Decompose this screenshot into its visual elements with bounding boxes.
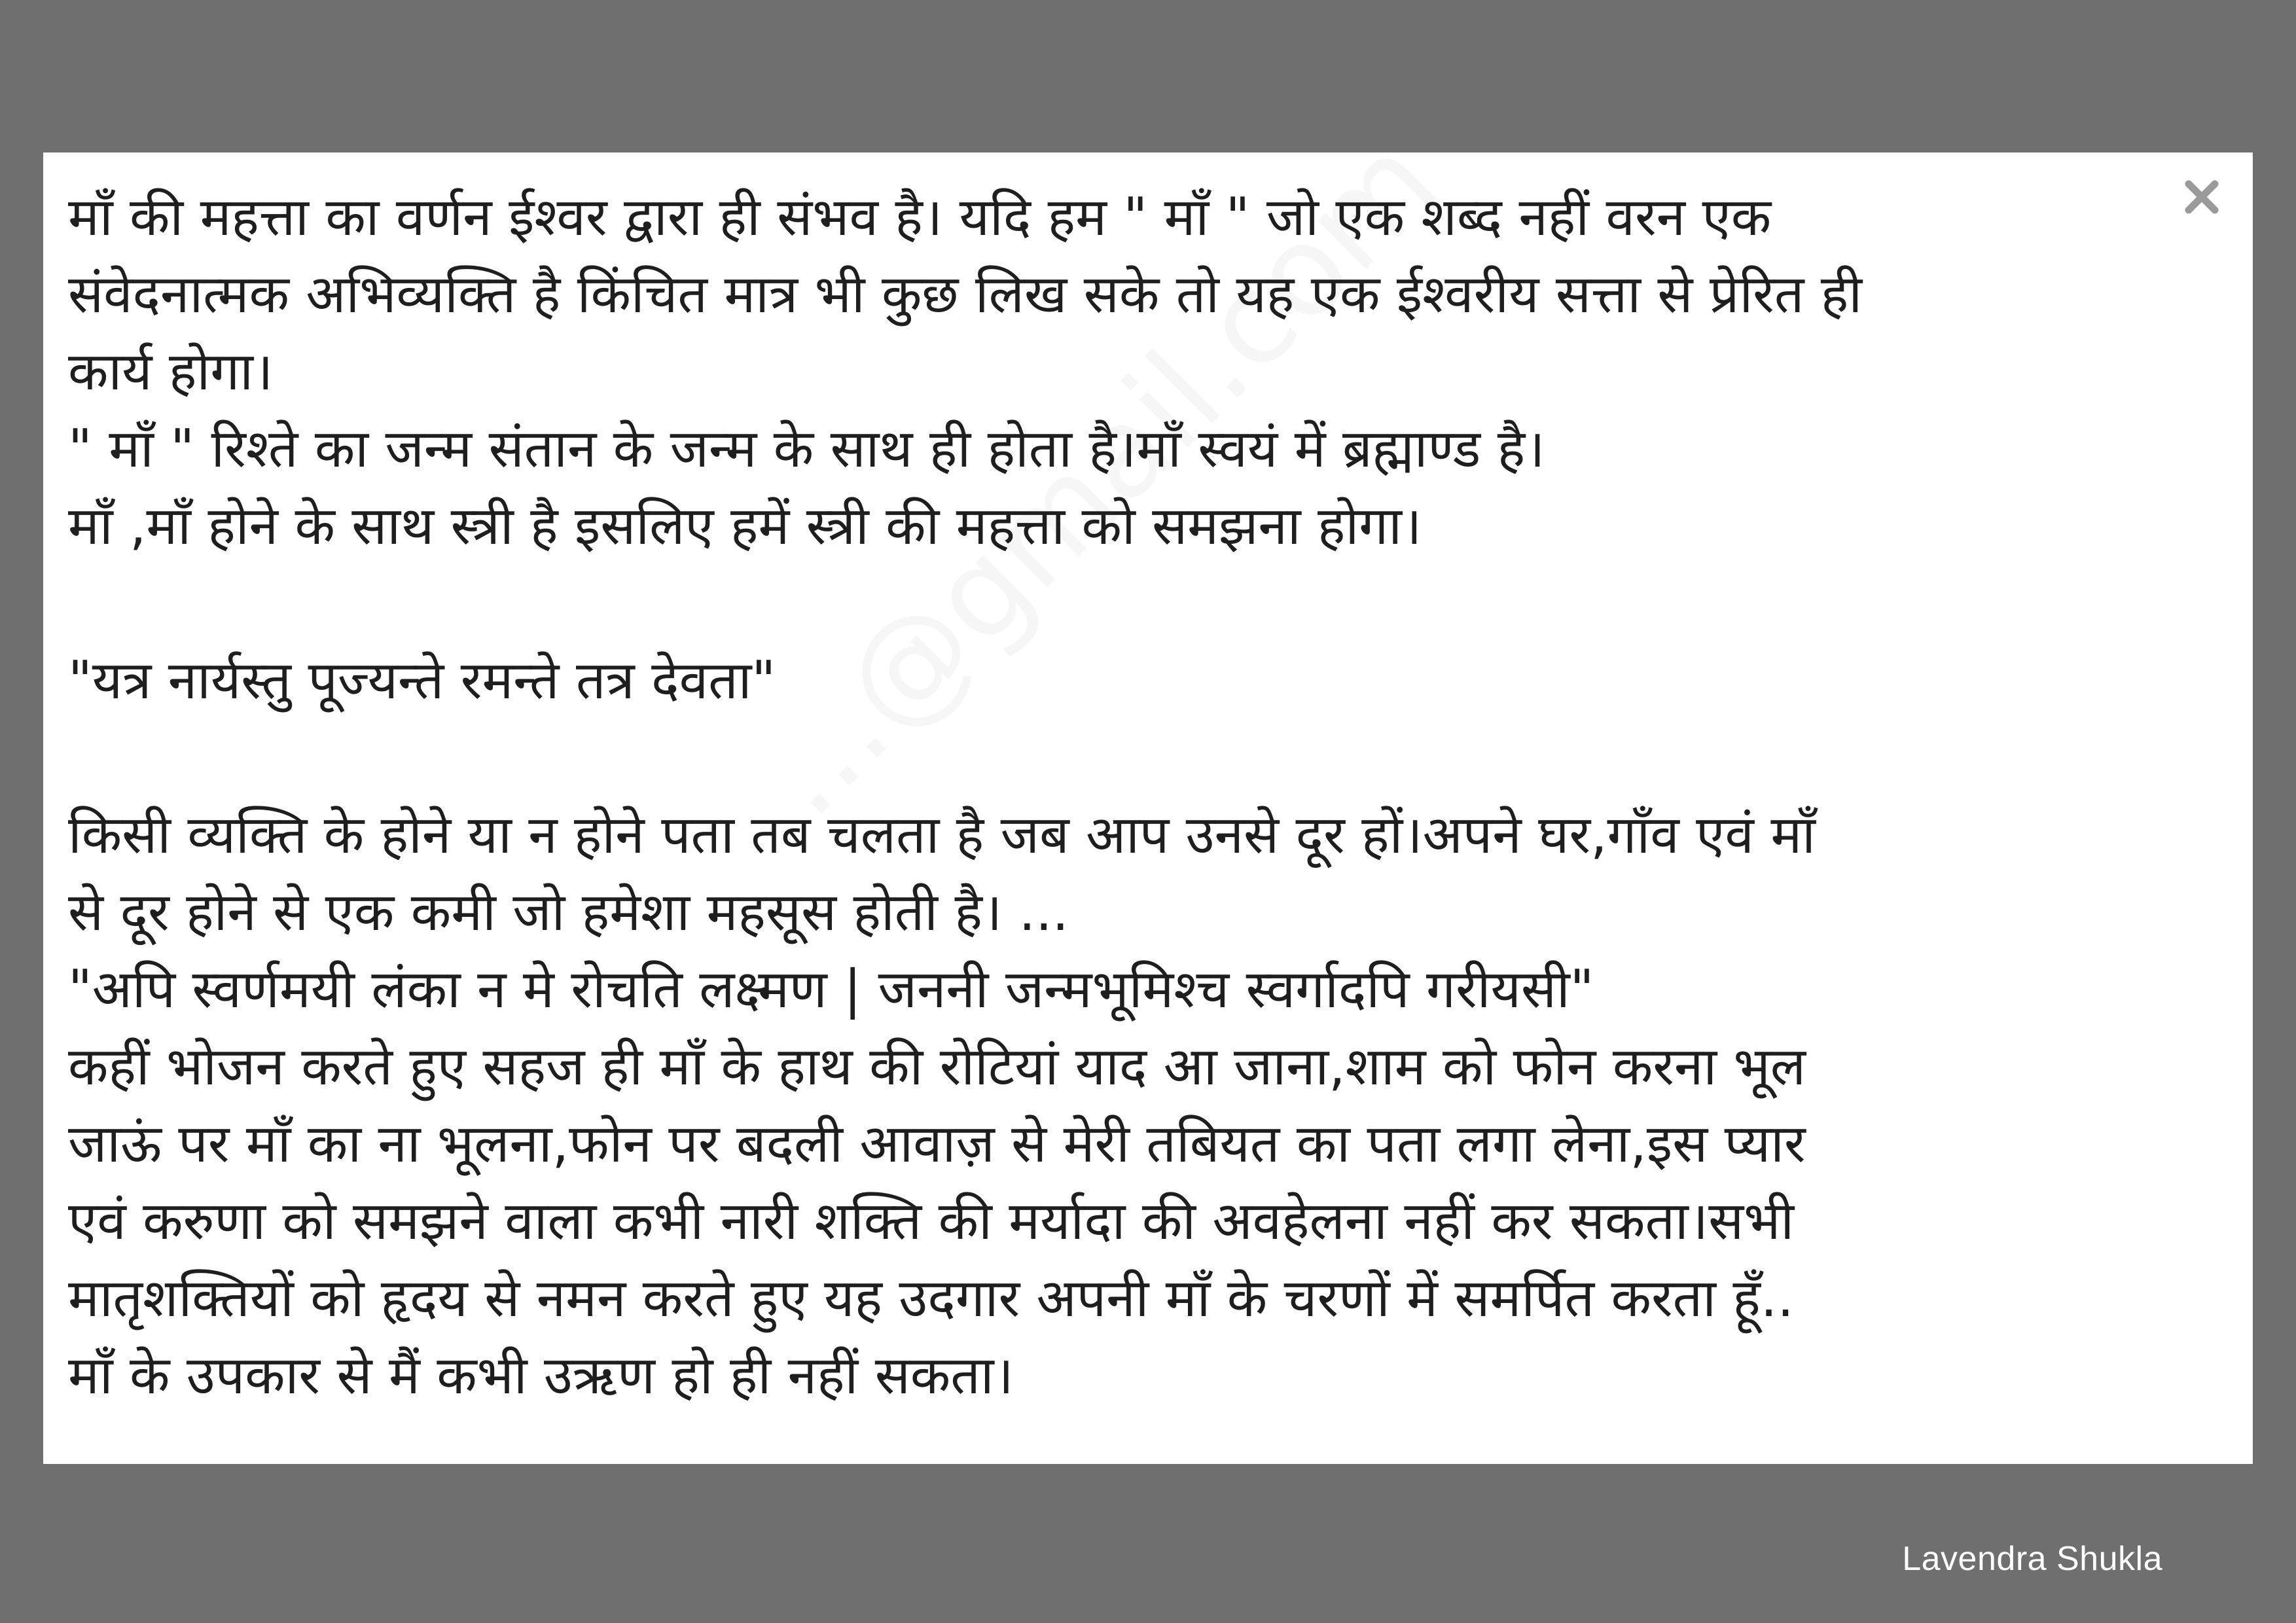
close-icon[interactable] — [2183, 179, 2220, 215]
hindi-text-body — [68, 179, 2189, 1414]
blank-line — [68, 719, 2189, 796]
text-line: किसी व्यक्ति के होने या न होने पता तब चलता है जब आप उनसे दूर हों।अपने घर,गाँव एवं माँ — [68, 804, 1816, 865]
author-credit: Lavendra Shukla — [1902, 1540, 2162, 1578]
blank-line — [68, 565, 2189, 642]
text-line: कहीं भोजन करते हुए सहज ही माँ के हाथ की रोटियां याद आ जाना,शाम को फोन करना भूल — [68, 1036, 1806, 1097]
text-line: जाऊं पर माँ का ना भूलना,फोन पर बदली आवाज़ से मेरी तबियत का पता लगा लेना,इस प्यार — [68, 1113, 1806, 1174]
text-popup-dialog — [43, 152, 2253, 1464]
text-line: मातृशक्तियों को हृदय से नमन करते हुए यह उदगार अपनी माँ के चरणों में समर्पित करता हूँ.. — [68, 1268, 1794, 1329]
sanskrit-quote-line: "अपि स्वर्णमयी लंका न मे रोचति लक्ष्मण | जननी जन्मभूमिश्च स्वर्गादपि गरीयसी" — [68, 959, 1594, 1020]
text-line: " माँ " रिश्ते का जन्म संतान के जन्म के साथ ही होता है।माँ स्वयं में ब्रह्माण्ड है। — [68, 418, 1545, 479]
text-line: माँ की महत्ता का वर्णन ईश्वर द्वारा ही संभव है। यदि हम " माँ " जो एक शब्द नहीं वरन एक — [68, 187, 1772, 247]
text-line: माँ के उपकार से मैं कभी उऋण हो ही नहीं सकता। — [68, 1345, 1014, 1406]
text-line: एवं करुणा को समझने वाला कभी नारी शक्ति की मर्यादा की अवहेलना नहीं कर सकता।सभी — [68, 1190, 1795, 1251]
text-line: माँ ,माँ होने के साथ स्त्री है इसलिए हमें स्त्री की महत्ता को समझना होगा। — [68, 495, 1422, 556]
text-line: कार्य होगा। — [68, 341, 274, 402]
text-line: संवेदनात्मक अभिव्यक्ति है किंचित मात्र भी कुछ लिख सके तो यह एक ईश्वरीय सत्ता से प्रेरित ही — [68, 264, 1863, 325]
text-line: से दूर होने से एक कमी जो हमेशा महसूस होती है। ... — [68, 882, 1069, 942]
sanskrit-quote-line: "यत्र नार्यस्तु पूज्यन्ते रमन्ते तत्र देवता" — [68, 650, 776, 711]
